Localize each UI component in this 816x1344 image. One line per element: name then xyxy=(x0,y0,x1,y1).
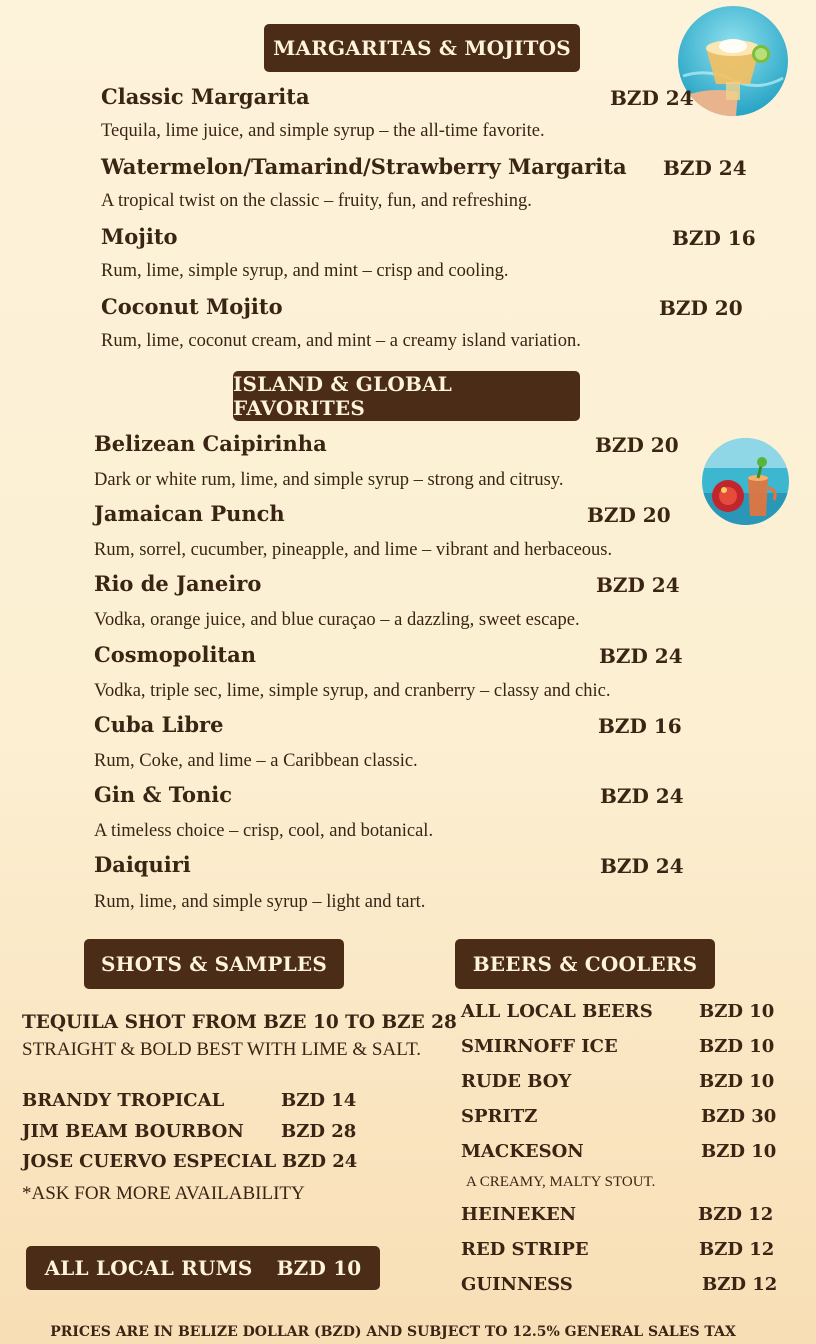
shot-price: BZD 28 xyxy=(281,1121,357,1142)
item-name: Rio de Janeiro xyxy=(94,571,262,596)
availability-note: *ASK FOR MORE AVAILABILITY xyxy=(22,1183,305,1204)
shot-price: BZD 14 xyxy=(281,1090,357,1111)
beer-price: BZD 10 xyxy=(699,1001,775,1022)
item-name: Coconut Mojito xyxy=(101,294,283,319)
item-name: Watermelon/Tamarind/Strawberry Margarita xyxy=(101,154,627,179)
item-price: BZD 24 xyxy=(600,854,684,878)
beer-price: BZD 10 xyxy=(699,1071,775,1092)
item-name: Cosmopolitan xyxy=(94,642,256,667)
shot-price: BZD 24 xyxy=(282,1151,358,1172)
tequila-shot-line: TEQUILA SHOT FROM BZE 10 TO BZE 28 xyxy=(22,1012,457,1033)
beer-price: BZD 12 xyxy=(699,1239,775,1260)
beer-name: SPRITZ xyxy=(461,1106,538,1127)
section-banner-island: ISLAND & GLOBAL FAVORITES xyxy=(233,371,580,421)
item-description: Vodka, orange juice, and blue curaçao – a dazzling, sweet escape. xyxy=(94,610,580,630)
item-price: BZD 20 xyxy=(587,503,671,527)
item-description: Rum, lime, coconut cream, and mint – a creamy island variation. xyxy=(101,331,581,351)
section-banner-beers: BEERS & COOLERS xyxy=(455,939,715,989)
item-description: Dark or white rum, lime, and simple syrup – strong and citrusy. xyxy=(94,470,564,490)
beer-description: A CREAMY, MALTY STOUT. xyxy=(466,1174,656,1190)
section-banner-margaritas: MARGARITAS & MOJITOS xyxy=(264,24,580,72)
shot-name: JOSE CUERVO ESPECIAL xyxy=(22,1151,277,1172)
item-price: BZD 24 xyxy=(599,644,683,668)
beer-price: BZD 10 xyxy=(701,1141,777,1162)
item-description: Rum, lime, simple syrup, and mint – crisp and cooling. xyxy=(101,261,509,281)
rums-banner xyxy=(26,1246,380,1290)
item-name: Daiquiri xyxy=(94,852,191,877)
item-description: Rum, Coke, and lime – a Caribbean classic. xyxy=(94,751,418,771)
footer-note: PRICES ARE IN BELIZE DOLLAR (BZD) AND SUBJECT TO 12.5% GENERAL SALES TAX xyxy=(50,1324,736,1340)
item-name: Classic Margarita xyxy=(101,84,310,109)
item-description: Tequila, lime juice, and simple syrup – the all-time favorite. xyxy=(101,121,545,141)
beer-price: BZD 30 xyxy=(701,1106,777,1127)
item-price: BZD 24 xyxy=(610,86,694,110)
margarita-photo xyxy=(678,6,788,116)
item-description: Vodka, triple sec, lime, simple syrup, and cranberry – classy and chic. xyxy=(94,681,611,701)
beer-name: MACKESON xyxy=(461,1141,584,1162)
rums-label: ALL LOCAL RUMS xyxy=(44,1256,253,1280)
item-price: BZD 20 xyxy=(659,296,743,320)
item-price: BZD 24 xyxy=(663,156,747,180)
beer-price: BZD 12 xyxy=(702,1274,778,1295)
beer-name: RUDE BOY xyxy=(461,1071,572,1092)
item-description: A timeless choice – crisp, cool, and botanical. xyxy=(94,821,434,841)
beer-name: ALL LOCAL BEERS xyxy=(461,1001,653,1022)
item-price: BZD 16 xyxy=(672,226,756,250)
item-price: BZD 20 xyxy=(595,433,679,457)
cocktail-photo xyxy=(702,438,789,525)
beer-price: BZD 12 xyxy=(698,1204,774,1225)
beer-name: SMIRNOFF ICE xyxy=(461,1036,618,1057)
shot-name: BRANDY TROPICAL xyxy=(22,1090,225,1111)
item-name: Cuba Libre xyxy=(94,712,224,737)
beer-name: HEINEKEN xyxy=(461,1204,577,1225)
item-description: Rum, lime, and simple syrup – light and tart. xyxy=(94,892,426,912)
rums-price: BZD 10 xyxy=(276,1256,362,1280)
item-description: Rum, sorrel, cucumber, pineapple, and lime – vibrant and herbaceous. xyxy=(94,540,613,560)
item-name: Jamaican Punch xyxy=(94,501,285,526)
shot-name: JIM BEAM BOURBON xyxy=(22,1121,244,1142)
item-name: Mojito xyxy=(101,224,178,249)
beer-price: BZD 10 xyxy=(699,1036,775,1057)
beer-name: GUINNESS xyxy=(461,1274,573,1295)
item-price: BZD 24 xyxy=(596,573,680,597)
beer-name: RED STRIPE xyxy=(461,1239,589,1260)
item-price: BZD 24 xyxy=(600,784,684,808)
item-price: BZD 16 xyxy=(598,714,682,738)
item-description: A tropical twist on the classic – fruity, fun, and refreshing. xyxy=(101,191,532,211)
item-name: Gin & Tonic xyxy=(94,782,233,807)
tequila-shot-description: STRAIGHT & BOLD BEST WITH LIME & SALT. xyxy=(22,1039,422,1060)
section-banner-shots: SHOTS & SAMPLES xyxy=(84,939,344,989)
item-name: Belizean Caipirinha xyxy=(94,431,327,456)
